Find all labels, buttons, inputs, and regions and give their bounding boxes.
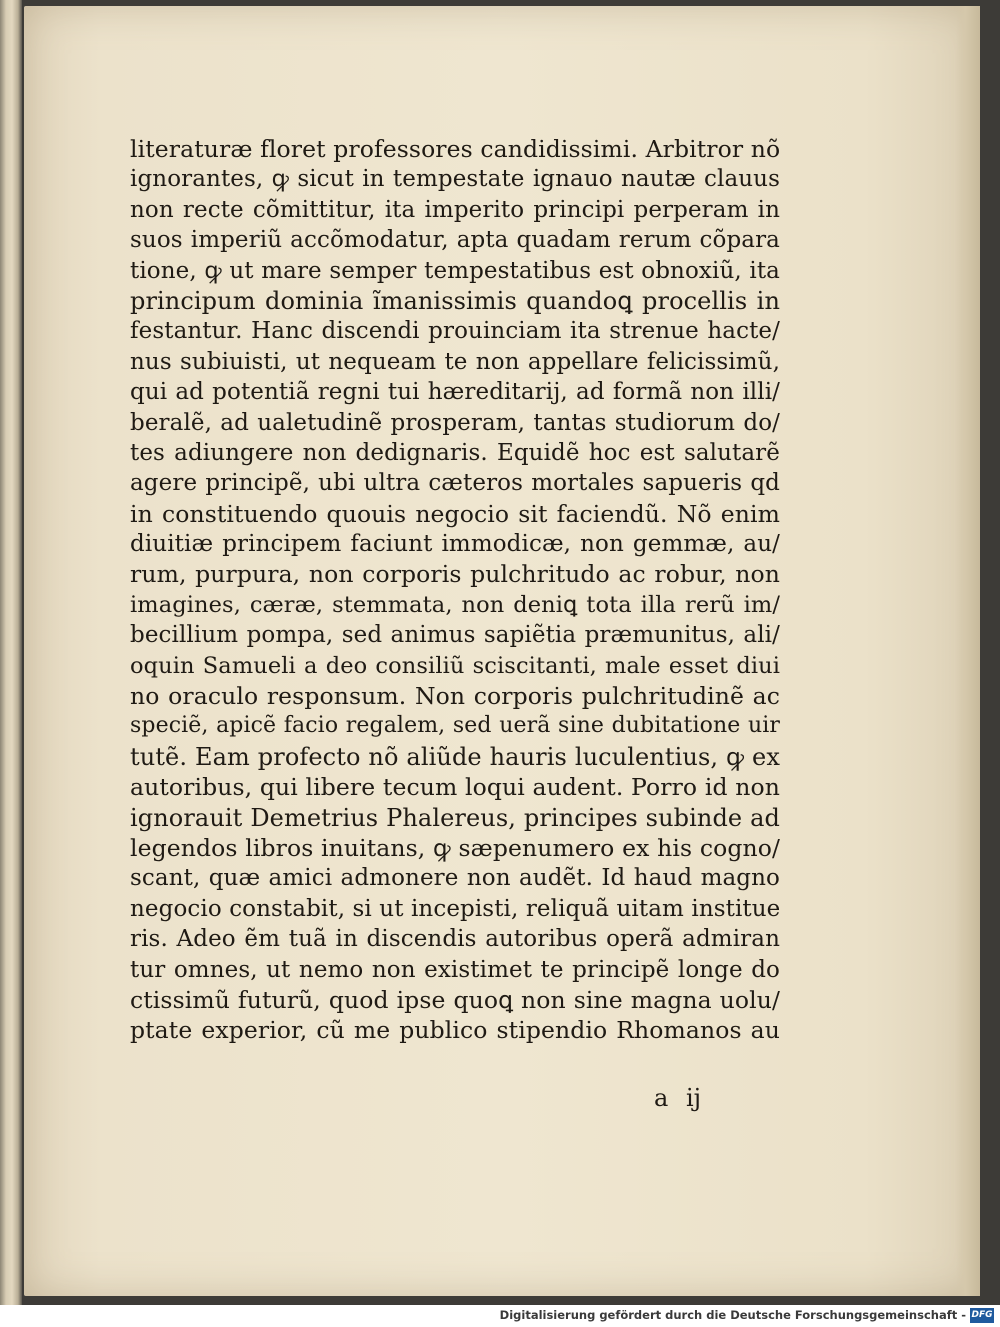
text-line: rum, purpura, non corporis pulchritudo ac robur, non	[130, 560, 780, 589]
text-line: diuitiæ principem faciunt immodicæ, non gemmæ, au/	[130, 531, 780, 558]
text-line: scant, quæ amici admonere non audẽt. Id haud magno	[130, 865, 780, 892]
left-page-edge	[0, 0, 22, 1305]
text-line: legendos libros inuitans, ꝙ sæpenumero ex his cogno/	[130, 833, 780, 862]
text-line: becillium pompa, sed animus sapiẽtia præmunitus, ali/	[130, 622, 780, 649]
text-line: tes adiungere non dedignaris. Equidẽ hoc est salutarẽ	[130, 439, 780, 466]
signature-mark: a ij	[654, 1084, 702, 1112]
footer-bar	[0, 1305, 1000, 1327]
text-line: ctissimũ futurũ, quod ipse quoꝗ non sine magna uolu/	[130, 985, 780, 1014]
text-line: non recte cõmittitur, ita imperito principi perperam in	[130, 196, 780, 223]
text-line: autoribus, qui libere tecum loqui audent. Porro id non	[130, 773, 780, 802]
text-line: tutẽ. Eam profecto nõ aliũde hauris luculentius, ꝙ ex	[130, 742, 780, 771]
text-line: tione, ꝙ ut mare semper tempestatibus est obnoxiũ, ita	[130, 257, 780, 284]
text-line: suos imperiũ accõmodatur, apta quadam rerum cõpara	[130, 227, 780, 254]
text-line: negocio constabit, si ut incepisti, reliquã uitam institue	[130, 895, 781, 922]
text-line: literaturæ floret professores candidissimi. Arbitror nõ	[130, 135, 781, 163]
text-line: tur omnes, ut nemo non existimet te principẽ longe do	[130, 956, 780, 983]
text-line: qui ad potentiã regni tui hæreditarij, ad formã non illi/	[130, 379, 780, 406]
footer-credit-text: Digitalisierung gefördert durch die Deutsche Forschungsgemeinschaft -	[499, 1308, 966, 1322]
text-line: oquin Samueli a deo consiliũ sciscitanti, male esset diui	[130, 652, 780, 679]
text-line: ignorauit Demetrius Phalereus, principes subinde ad	[130, 803, 780, 832]
text-line: no oraculo responsum. Non corporis pulchritudinẽ ac	[130, 682, 780, 711]
text-line: speciẽ, apicẽ facio regalem, sed uerã sine dubitatione uir	[130, 713, 780, 739]
text-line: imagines, cæræ, stemmata, non deniꝗ tota illa rerũ im/	[130, 591, 780, 618]
latin-text-block	[130, 134, 780, 1046]
text-line: festantur. Hanc discendi prouinciam ita strenue hacte/	[130, 318, 780, 345]
page-edge-shadow	[956, 6, 980, 1296]
text-line: ptate experior, cũ me publico stipendio Rhomanos au	[130, 1016, 780, 1045]
dfg-logo-icon: DFG	[970, 1308, 994, 1323]
book-page	[24, 6, 980, 1296]
text-line: in constituendo quouis negocio sit faciendũ. Nõ enim	[130, 499, 780, 528]
text-line: agere principẽ, ubi ultra cæteros mortales sapueris qd	[130, 470, 780, 497]
text-line: ris. Adeo ẽm tuã in discendis autoribus operã admiran	[130, 926, 780, 953]
text-line: nus subiuisti, ut nequeam te non appellare felicissimũ,	[130, 348, 780, 375]
text-line: ignorantes, ꝙ sicut in tempestate ignauo nautæ clauus	[130, 166, 780, 193]
text-line: principum dominia ĩmanissimis quandoꝗ procellis in	[130, 286, 780, 315]
text-line: beralẽ, ad ualetudinẽ prosperam, tantas studiorum do/	[130, 409, 780, 436]
